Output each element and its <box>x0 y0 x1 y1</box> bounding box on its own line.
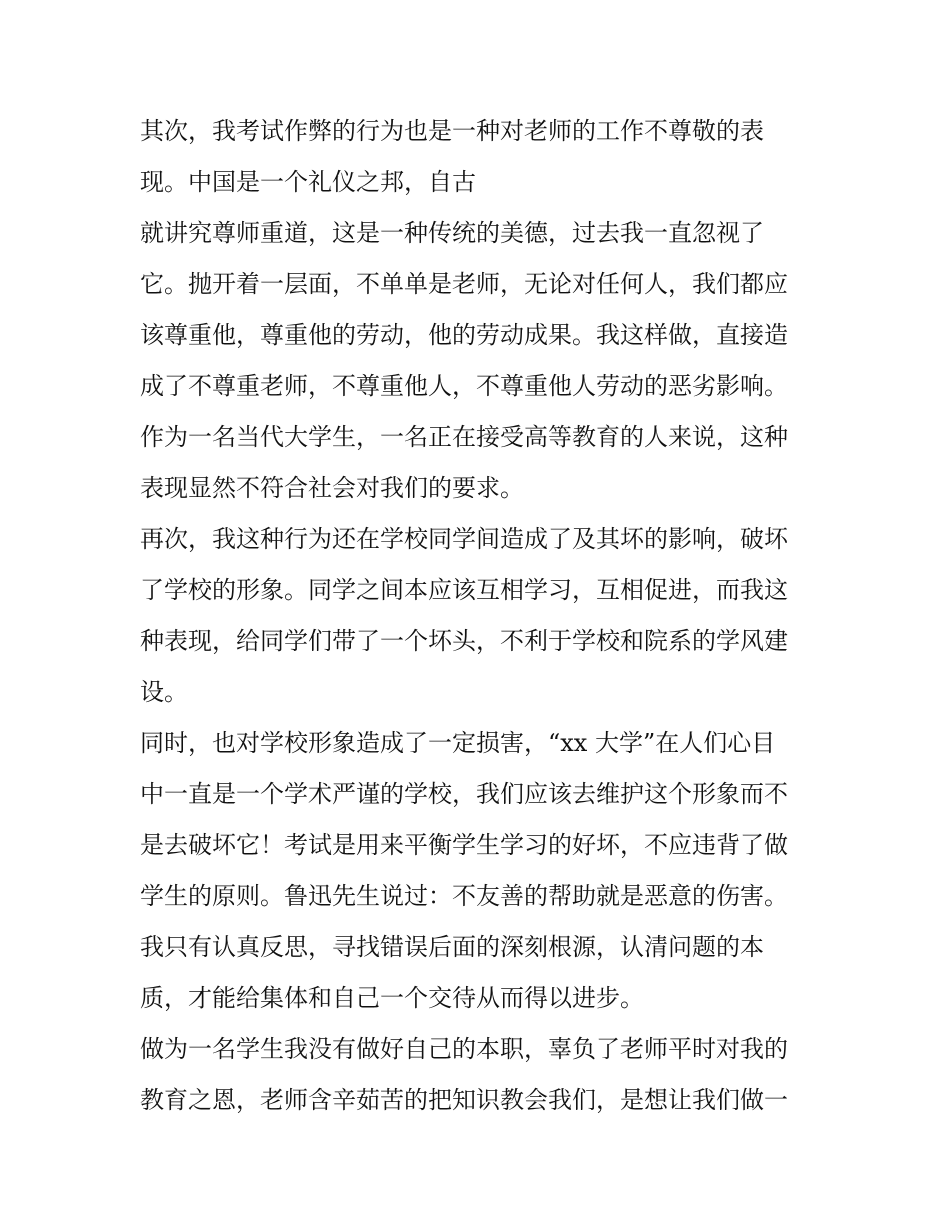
text-line: 种表现，给同学们带了一个坏头，不利于学校和院系的学风建 <box>140 627 788 655</box>
text-line: 质，才能给集体和自己一个交待从而得以进步。 <box>140 984 644 1012</box>
body-text <box>140 106 820 1126</box>
text-line: 设。 <box>140 678 188 706</box>
text-line: 是去破坏它！考试是用来平衡学生学习的好坏，不应违背了做 <box>140 831 788 859</box>
text-line: 再次，我这种行为还在学校同学间造成了及其坏的影响，破坏 <box>140 525 788 553</box>
text-line: 作为一名当代大学生，一名正在接受高等教育的人来说，这种 <box>140 423 788 451</box>
text-line: 成了不尊重老师，不尊重他人，不尊重他人劳动的恶劣影响。 <box>140 372 788 400</box>
text-line: 教育之恩，老师含辛茹苦的把知识教会我们，是想让我们做一 <box>140 1086 788 1114</box>
text-line: 学生的原则。鲁迅先生说过：不友善的帮助就是恶意的伤害。 <box>140 882 788 910</box>
text-line: 现。中国是一个礼仪之邦，自古 <box>140 168 476 196</box>
text-line: 我只有认真反思，寻找错误后面的深刻根源，认清问题的本 <box>140 933 764 961</box>
text-line: 做为一名学生我没有做好自己的本职，辜负了老师平时对我的 <box>140 1035 788 1063</box>
text-line: 它。抛开着一层面，不单单是老师，无论对任何人，我们都应 <box>140 270 788 298</box>
text-line: 该尊重他，尊重他的劳动，他的劳动成果。我这样做，直接造 <box>140 321 788 349</box>
text-line: 同时，也对学校形象造成了一定损害，“xx 大学”在人们心目 <box>140 729 776 757</box>
text-line: 中一直是一个学术严谨的学校，我们应该去维护这个形象而不 <box>140 780 788 808</box>
text-line: 了学校的形象。同学之间本应该互相学习，互相促进，而我这 <box>140 576 788 604</box>
text-line: 就讲究尊师重道，这是一种传统的美德，过去我一直忽视了 <box>140 219 764 247</box>
text-line: 其次，我考试作弊的行为也是一种对老师的工作不尊敬的表 <box>140 117 764 145</box>
text-line: 表现显然不符合社会对我们的要求。 <box>140 474 524 502</box>
